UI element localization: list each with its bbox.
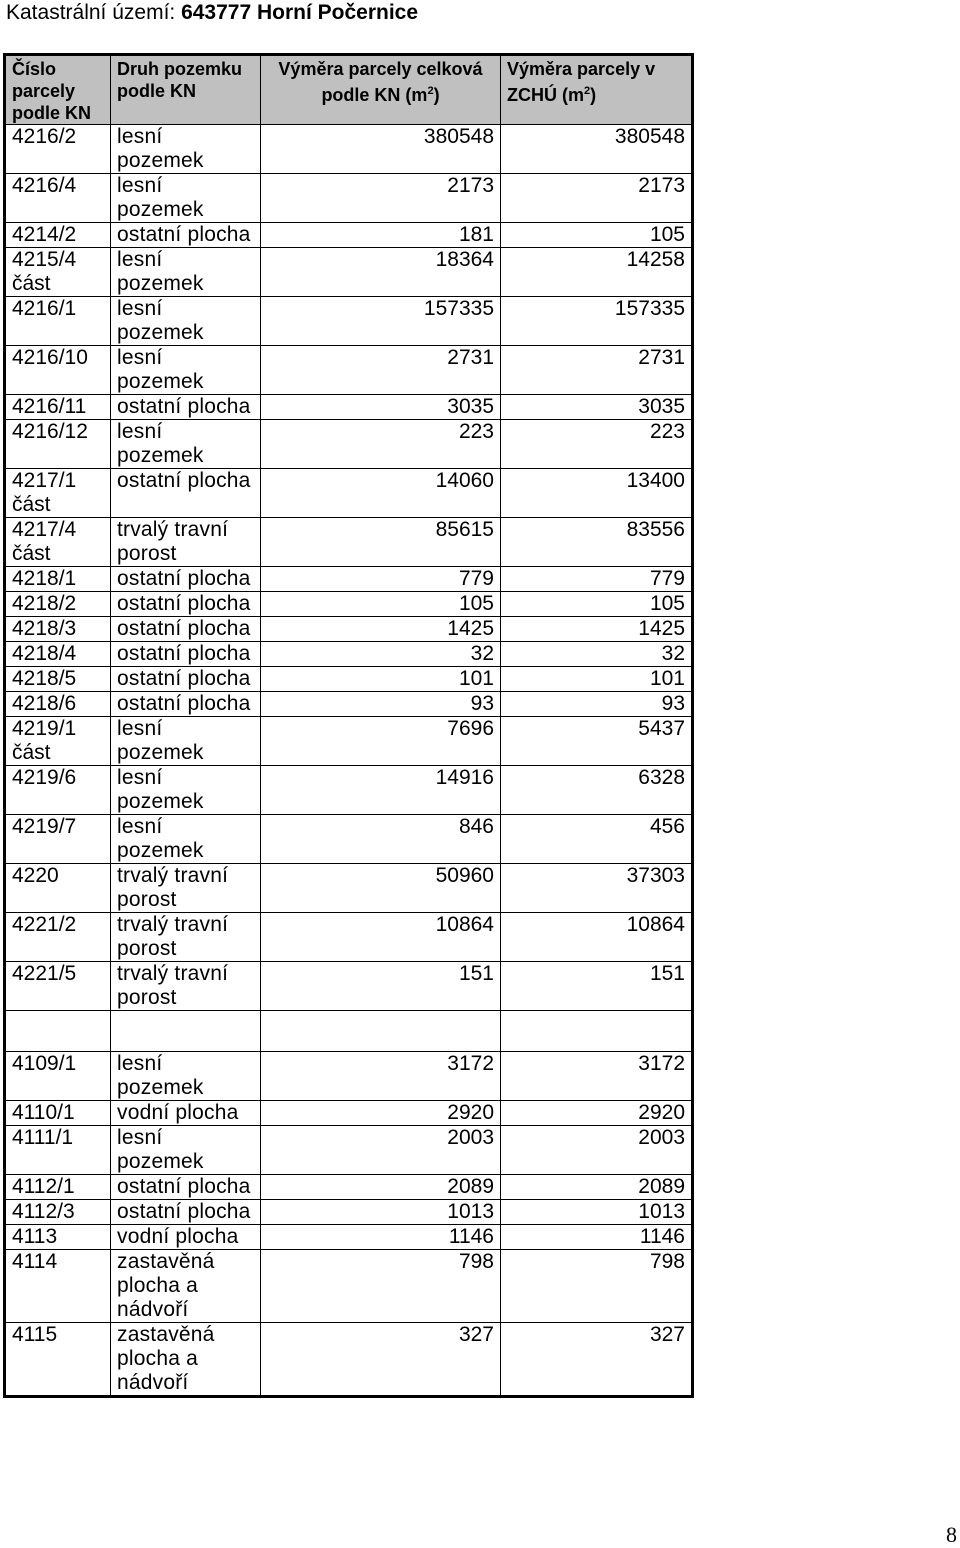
zchu-area-cell: 10864 [501, 913, 693, 962]
zchu-area-cell: 3172 [501, 1052, 693, 1101]
table-row [5, 346, 693, 395]
total-area-cell: 3172 [261, 1052, 501, 1101]
land-type-cell: ostatní plocha [111, 1175, 261, 1200]
land-type-cell: lesní pozemek [111, 297, 261, 346]
parcel-id-cell: 4112/3 [5, 1200, 111, 1225]
land-type-cell: ostatní plocha [111, 692, 261, 717]
table-row [5, 667, 693, 692]
total-area-cell: 2003 [261, 1126, 501, 1175]
land-type-cell: ostatní plocha [111, 469, 261, 518]
table-row [5, 469, 693, 518]
zchu-area-cell: 223 [501, 420, 693, 469]
parcel-id-cell: 4216/2 [5, 125, 111, 174]
parcel-id-cell: 4111/1 [5, 1126, 111, 1175]
total-area-cell: 2920 [261, 1101, 501, 1126]
parcel-id-cell: 4215/4 část [5, 248, 111, 297]
total-area-cell: 2173 [261, 174, 501, 223]
table-row [5, 1225, 693, 1250]
zchu-area-cell: 2173 [501, 174, 693, 223]
total-area-cell: 7696 [261, 717, 501, 766]
land-type-cell: zastavěná plocha a nádvoří [111, 1323, 261, 1397]
parcel-id-cell: 4219/6 [5, 766, 111, 815]
table-row [5, 815, 693, 864]
land-type-cell: lesní pozemek [111, 420, 261, 469]
table-header-row [5, 55, 693, 125]
parcel-id-cell: 4218/2 [5, 592, 111, 617]
total-area-cell: 157335 [261, 297, 501, 346]
title-name: 643777 Horní Počernice [181, 1, 419, 24]
parcel-id-cell: 4109/1 [5, 1052, 111, 1101]
table-row [5, 395, 693, 420]
col-header-druh: Druh pozemku podle KN [111, 55, 261, 125]
table-row [5, 1101, 693, 1126]
zchu-area-cell: 327 [501, 1323, 693, 1397]
zchu-area-cell: 5437 [501, 717, 693, 766]
total-area-cell: 85615 [261, 518, 501, 567]
land-type-cell: ostatní plocha [111, 667, 261, 692]
land-type-cell: trvalý travní porost [111, 864, 261, 913]
table-row [5, 518, 693, 567]
zchu-area-cell: 13400 [501, 469, 693, 518]
parcel-id-cell: 4218/3 [5, 617, 111, 642]
zchu-area-cell: 380548 [501, 125, 693, 174]
zchu-area-cell: 101 [501, 667, 693, 692]
parcel-id-cell: 4218/4 [5, 642, 111, 667]
land-type-cell: ostatní plocha [111, 395, 261, 420]
land-type-cell: lesní pozemek [111, 1126, 261, 1175]
total-area-cell: 105 [261, 592, 501, 617]
table-row [5, 1175, 693, 1200]
total-area-cell: 1013 [261, 1200, 501, 1225]
land-type-cell: lesní pozemek [111, 717, 261, 766]
zchu-area-cell: 105 [501, 223, 693, 248]
page-title [6, 0, 418, 26]
zchu-area-cell: 2003 [501, 1126, 693, 1175]
table-row [5, 125, 693, 174]
land-type-cell: zastavěná plocha a nádvoří [111, 1250, 261, 1323]
table-row [5, 913, 693, 962]
zchu-area-cell: 2089 [501, 1175, 693, 1200]
total-area-cell: 2089 [261, 1175, 501, 1200]
table-row [5, 223, 693, 248]
zchu-area-cell: 1425 [501, 617, 693, 642]
zchu-area-cell: 105 [501, 592, 693, 617]
land-type-cell: ostatní plocha [111, 642, 261, 667]
zchu-area-cell: 798 [501, 1250, 693, 1323]
title-prefix: Katastrální území: [6, 1, 182, 24]
zchu-area-cell: 2731 [501, 346, 693, 395]
zchu-area-cell: 14258 [501, 248, 693, 297]
zchu-area-cell: 151 [501, 962, 693, 1011]
table-row [5, 174, 693, 223]
land-type-cell: lesní pozemek [111, 125, 261, 174]
table-row [5, 617, 693, 642]
table-row [5, 864, 693, 913]
zchu-area-cell: 83556 [501, 518, 693, 567]
page-number: 8 [946, 1522, 957, 1547]
zchu-area-cell: 93 [501, 692, 693, 717]
col-header-parcela: Číslo parcely podle KN [5, 55, 111, 125]
land-type-cell: trvalý travní porost [111, 518, 261, 567]
zchu-area-cell: 157335 [501, 297, 693, 346]
table-row [5, 717, 693, 766]
zchu-area-cell: 6328 [501, 766, 693, 815]
parcel-id-cell: 4115 [5, 1323, 111, 1397]
table-row [5, 297, 693, 346]
total-area-cell: 93 [261, 692, 501, 717]
table-row [5, 420, 693, 469]
table-row [5, 962, 693, 1011]
land-type-cell: ostatní plocha [111, 592, 261, 617]
zchu-area-cell: 3035 [501, 395, 693, 420]
total-area-cell: 151 [261, 962, 501, 1011]
table-row [5, 642, 693, 667]
parcel-id-cell: 4218/6 [5, 692, 111, 717]
land-type-cell: ostatní plocha [111, 1200, 261, 1225]
parcel-id-cell [5, 1011, 111, 1052]
total-area-cell: 10864 [261, 913, 501, 962]
land-type-cell: ostatní plocha [111, 617, 261, 642]
parcel-id-cell: 4216/11 [5, 395, 111, 420]
total-area-cell: 50960 [261, 864, 501, 913]
zchu-area-cell: 2920 [501, 1101, 693, 1126]
land-type-cell: lesní pozemek [111, 174, 261, 223]
total-area-cell: 101 [261, 667, 501, 692]
zchu-area-cell: 37303 [501, 864, 693, 913]
zchu-area-cell: 456 [501, 815, 693, 864]
parcel-id-cell: 4217/1 část [5, 469, 111, 518]
table-row [5, 1250, 693, 1323]
total-area-cell: 2731 [261, 346, 501, 395]
total-area-cell: 1425 [261, 617, 501, 642]
parcel-id-cell: 4216/12 [5, 420, 111, 469]
total-area-cell: 327 [261, 1323, 501, 1397]
zchu-area-cell: 1013 [501, 1200, 693, 1225]
col-header-zchu: Výměra parcely v ZCHÚ $(m^2)$ [501, 55, 693, 125]
table-row [5, 766, 693, 815]
parcel-id-cell: 4113 [5, 1225, 111, 1250]
table-row [5, 592, 693, 617]
parcel-id-cell: 4220 [5, 864, 111, 913]
parcel-id-cell: 4221/2 [5, 913, 111, 962]
parcel-id-cell: 4218/1 [5, 567, 111, 592]
total-area-cell: 32 [261, 642, 501, 667]
land-type-cell: lesní pozemek [111, 766, 261, 815]
table-row [5, 567, 693, 592]
total-area-cell: 1146 [261, 1225, 501, 1250]
total-area-cell: 18364 [261, 248, 501, 297]
land-type-cell: lesní pozemek [111, 815, 261, 864]
table-row [5, 692, 693, 717]
total-area-cell: 181 [261, 223, 501, 248]
parcel-id-cell: 4217/4 část [5, 518, 111, 567]
parcel-id-cell: 4112/1 [5, 1175, 111, 1200]
land-type-cell: vodní plocha [111, 1101, 261, 1126]
zchu-area-cell [501, 1011, 693, 1052]
land-type-cell: lesní pozemek [111, 248, 261, 297]
land-type-cell: vodní plocha [111, 1225, 261, 1250]
parcel-id-cell: 4216/4 [5, 174, 111, 223]
parcel-id-cell: 4219/7 [5, 815, 111, 864]
total-area-cell: 846 [261, 815, 501, 864]
col-header-celkova: Výměra parcely celková podle KN $(m^2)$ [261, 55, 501, 125]
zchu-area-cell: 1146 [501, 1225, 693, 1250]
table-body [5, 125, 693, 1397]
table-row [5, 1200, 693, 1225]
total-area-cell: 3035 [261, 395, 501, 420]
total-area-cell: 223 [261, 420, 501, 469]
total-area-cell [261, 1011, 501, 1052]
table-row [5, 248, 693, 297]
parcel-id-cell: 4221/5 [5, 962, 111, 1011]
table-row [5, 1323, 693, 1397]
land-type-cell: lesní pozemek [111, 346, 261, 395]
land-type-cell: trvalý travní porost [111, 913, 261, 962]
land-type-cell: lesní pozemek [111, 1052, 261, 1101]
zchu-area-cell: 779 [501, 567, 693, 592]
table-row [5, 1011, 693, 1052]
parcel-id-cell: 4110/1 [5, 1101, 111, 1126]
table-row [5, 1126, 693, 1175]
table-row [5, 1052, 693, 1101]
parcel-id-cell: 4218/5 [5, 667, 111, 692]
land-type-cell: ostatní plocha [111, 567, 261, 592]
parcel-id-cell: 4216/1 [5, 297, 111, 346]
parcel-id-cell: 4216/10 [5, 346, 111, 395]
total-area-cell: 798 [261, 1250, 501, 1323]
total-area-cell: 380548 [261, 125, 501, 174]
parcel-id-cell: 4219/1 část [5, 717, 111, 766]
total-area-cell: 14060 [261, 469, 501, 518]
total-area-cell: 779 [261, 567, 501, 592]
parcel-table [3, 53, 694, 1398]
parcel-id-cell: 4114 [5, 1250, 111, 1323]
zchu-area-cell: 32 [501, 642, 693, 667]
parcel-id-cell: 4214/2 [5, 223, 111, 248]
total-area-cell: 14916 [261, 766, 501, 815]
land-type-cell: ostatní plocha [111, 223, 261, 248]
land-type-cell: trvalý travní porost [111, 962, 261, 1011]
land-type-cell [111, 1011, 261, 1052]
